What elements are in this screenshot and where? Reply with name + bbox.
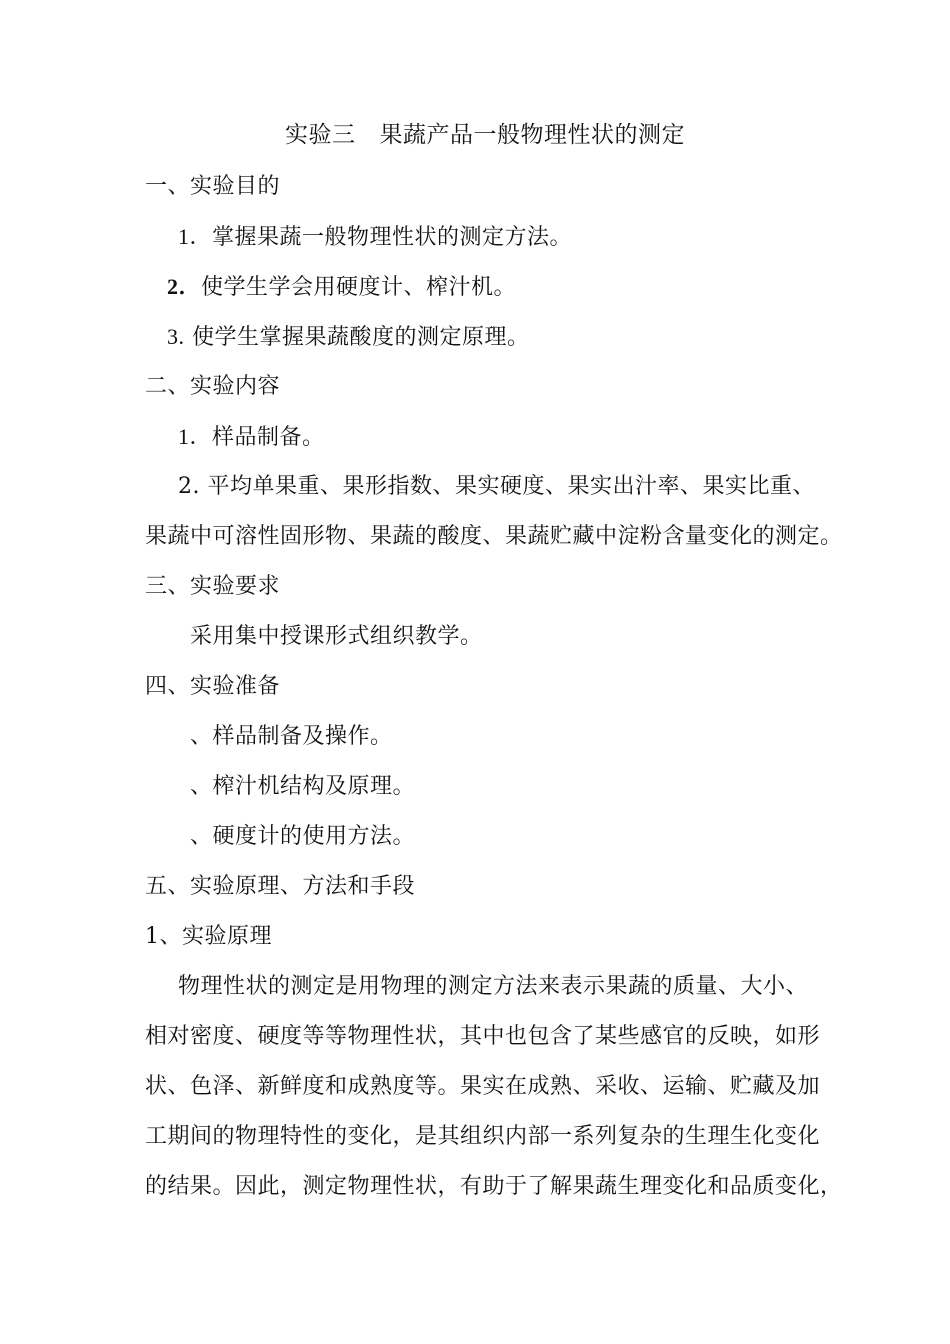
s1-item3 <box>167 322 530 353</box>
s1-item3-num: 3. <box>167 324 185 349</box>
s5-para-line4: 工期间的物理特性的变化，是其组织内部一系列复杂的生理生化变化 <box>145 1124 821 1149</box>
s1-item3-text: 使学生掌握果蔬酸度的测定原理。 <box>192 325 530 350</box>
s2-item1-num: 1． <box>178 424 213 449</box>
s4-item3: 、硬度计的使用方法。 <box>190 824 416 849</box>
s3-text: 采用集中授课形式组织教学。 <box>190 624 483 649</box>
s1-item1-num: 1． <box>178 224 213 249</box>
s4-item2: 、榨汁机结构及原理。 <box>190 774 416 799</box>
s1-item1-text: 掌握果蔬一般物理性状的测定方法。 <box>212 225 573 250</box>
page-title <box>285 120 685 150</box>
s2-item2-line1: 2. 平均单果重、果形指数、果实硬度、果实出汁率、果实比重、 <box>178 474 815 499</box>
section2-heading: 二、实验内容 <box>145 374 281 399</box>
s2-item1 <box>178 422 325 453</box>
s5-para-line3: 状、色泽、新鲜度和成熟度等。果实在成熟、采收、运输、贮藏及加 <box>145 1074 821 1099</box>
title-part1: 实验三 <box>285 122 356 148</box>
s1-item1 <box>178 222 572 253</box>
s1-item2-text: 使学生学会用硬度计、榨汁机。 <box>201 275 517 300</box>
section1-heading: 一、实验目的 <box>145 174 281 199</box>
s1-item2 <box>167 272 516 303</box>
section4-heading: 四、实验准备 <box>145 674 281 699</box>
s5-sub1-heading: 1、实验原理 <box>145 924 272 949</box>
s4-item1: 、样品制备及操作。 <box>190 724 393 749</box>
s2-item1-text: 样品制备。 <box>212 425 325 450</box>
s5-para-line1: 物理性状的测定是用物理的测定方法来表示果蔬的质量、大小、 <box>178 974 809 999</box>
section5-heading: 五、实验原理、方法和手段 <box>145 874 416 899</box>
s5-para-line2: 相对密度、硬度等等物理性状，其中也包含了某些感官的反映，如形 <box>145 1024 821 1049</box>
s5-para-line5: 的结果。因此，测定物理性状，有助于了解果蔬生理变化和品质变化， <box>145 1174 843 1199</box>
title-part2: 果蔬产品一般物理性状的测定 <box>379 122 685 148</box>
section3-heading: 三、实验要求 <box>145 574 281 599</box>
s1-item2-num: 2． <box>167 274 202 299</box>
s2-item2-line2: 果蔬中可溶性固形物、果蔬的酸度、果蔬贮藏中淀粉含量变化的测定。 <box>145 524 843 549</box>
